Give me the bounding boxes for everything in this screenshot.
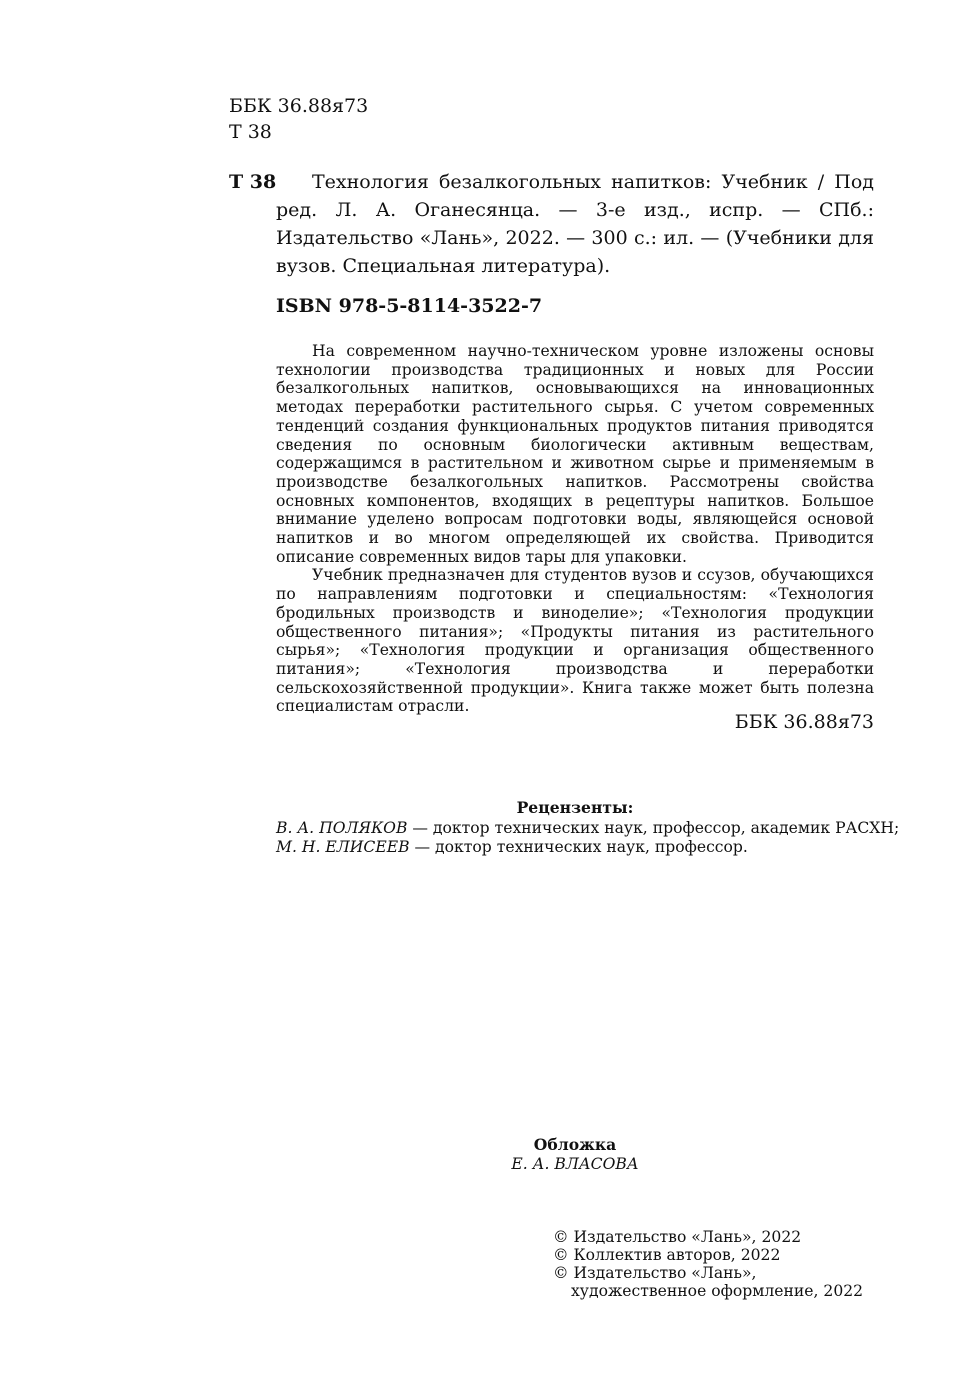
reviewer-2-desc: — доктор технических наук, профессор.: [409, 838, 748, 856]
reviewer-1: [276, 818, 900, 838]
reviewer-2-name: М. Н. ЕЛИСЕЕВ: [276, 838, 410, 856]
copyright-line-1: © Издательство «Лань», 2022: [553, 1228, 802, 1246]
bbk-code: ББК 36.88я73: [229, 95, 369, 117]
author-mark: Т 38: [229, 121, 272, 143]
reviewer-2: [276, 837, 886, 857]
entry-author-mark: Т 38: [229, 171, 277, 193]
reviewer-1-name: В. А. ПОЛЯКОВ: [276, 819, 408, 837]
cover-title: Обложка: [533, 1135, 617, 1154]
bbk-header: [229, 93, 368, 145]
copyright-line-3: © Издательство «Лань»,: [553, 1264, 757, 1282]
copyright-line-4: художественное оформление, 2022: [571, 1282, 864, 1300]
annotation: [276, 342, 874, 716]
bbk-bottom: ББК 36.88я73: [734, 711, 874, 733]
reviewer-1-desc: — доктор технических наук, профессор, академик РАСХН;: [407, 819, 900, 837]
copyright-line-2: © Коллектив авторов, 2022: [553, 1246, 781, 1264]
annotation-paragraph-2: Учебник предназначен для студентов вузов и ссузов, обучающихся по направлениям подготовки и специальностям: «Технология бродильных производств и виноделие»; «Технология продукции общественного питания»; «Продукты питания из растительного сырья»; «Технология продукции и организация общественного питания»; «Технология производства и переработки сельскохозяйственной продукции». Книга также может быть полезна специалистам отрасли.: [276, 566, 874, 716]
reviewers-title: Рецензенты:: [516, 798, 634, 817]
cover-designer: Е. А. ВЛАСОВА: [511, 1155, 639, 1173]
bibliographic-entry: Технология безалкогольных напитков: Учебник / Под ред. Л. А. Оганесянца. — 3-е изд., испр. — СПб.: Издательство «Лань», 2022. — 300 с.: ил. — (Учебники для вузов. Специальная литература).: [276, 171, 874, 277]
annotation-paragraph-1: На современном научно-техническом уровне изложены основы технологии производства традиционных и новых для России безалкогольных напитков, основывающихся на инновационных методах переработки растительного сырья. С учетом современных тенденций создания функциональных продуктов питания приводятся сведения по основным биологически активным веществам, содержащимся в растительном и животном сырье и применяемым в производстве безалкогольных напитков. Рассмотрены свойства основных компонентов, входящих в рецептуры напитков. Большое внимание уделено вопросам подготовки воды, являющейся основой напитков и во многом определяющей их свойства. Приводится описание современных видов тары для упаковки.: [276, 342, 874, 566]
isbn: ISBN 978-5-8114-3522-7: [276, 295, 543, 317]
